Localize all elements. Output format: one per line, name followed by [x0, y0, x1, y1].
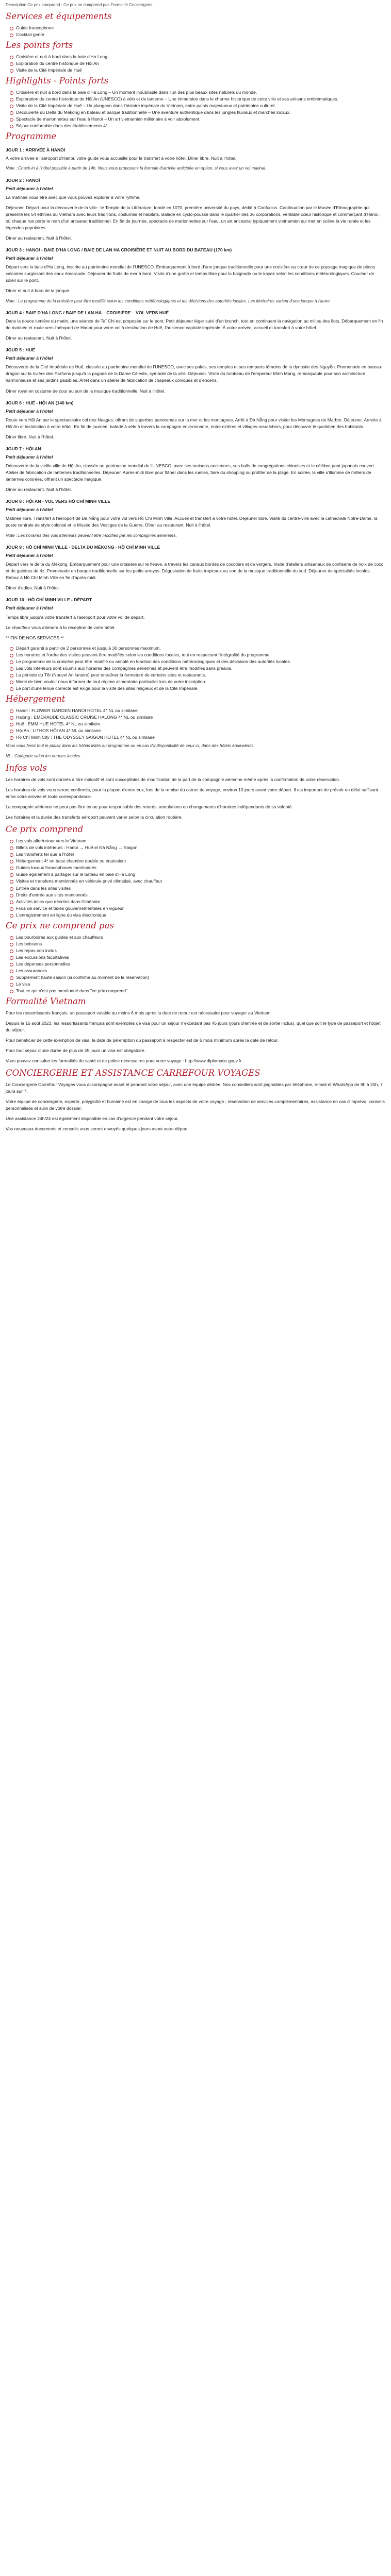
hebergement-title: Hébergement	[6, 694, 66, 704]
conciergerie-body	[6, 1081, 385, 1132]
programme-days	[6, 147, 385, 641]
services-title: Services et équipements	[6, 11, 112, 22]
day-meal: Petit déjeuner à l'hôtel	[6, 185, 53, 191]
list-item: La période du Têt (Nouvel An lunaire) peut entraîner la fermeture de certains sites et restaurants.	[10, 672, 385, 679]
day-paragraph: Dîner royal en costume de cour au son de la musique traditionnelle. Nuit à l'hôtel.	[6, 388, 166, 394]
list-item: Le visa	[10, 981, 385, 988]
list-item: Hội An : LITHOS HỘI AN 4* NL ou similaire	[10, 727, 385, 734]
programme-title: Programme	[6, 131, 57, 142]
day-paragraph: À votre arrivée à l'aéroport d'Hanoï, votre guide vous accueille pour le transfert à votre hôtel. Dîner libre. Nuit à l'hôtel.	[6, 156, 237, 161]
day-paragraph: Départ vers la baie d'Ha Long, inscrite au patrimoine mondial de l'UNESCO. Embarquement à bord d'une jonque traditionnelle pour une croisière au cœur de ce paysage magique de pitons calcaires surgissant des eaux émeraude. Déjeuner de fruits de mer à bord. Visite d'une grotte et temps libre pour la baignade ou le kayak selon les conditions météorologiques. Coucher de soleil sur le pont.	[6, 264, 376, 283]
day-block	[6, 347, 385, 394]
day-paragraph: Temps libre jusqu'à votre transfert à l'aéroport pour votre vol de départ.	[6, 614, 145, 620]
list-item: Visite de la Cité Impériale de Huế	[10, 67, 385, 74]
day-block	[6, 147, 385, 172]
non-inclus-section	[6, 921, 385, 994]
list-item: Billets de vols intérieurs : Hanoï → Huế et Đà Nẵng → Saigon	[10, 844, 385, 851]
day-paragraph: Départ vers le delta du Mékong. Embarquement pour une croisière sur le fleuve, à travers les canaux bordés de cocotiers et de vergers. Visite d'ateliers artisanaux de confiserie de noix de coco et de galettes de riz. Promenade en barque traditionnelle sur les petits arroyos. Dégustation de fruits tropicaux au son de la musique traditionnelle du sud. Déjeuner de spécialités locales. Retour à Hồ Chí Minh Ville en fin d'après-midi.	[6, 562, 384, 581]
day-title: JOUR 3 : HANOÏ - BAIE D'HA LONG / BAIE DE LAN HA CROISIÈRE ET NUIT AU BORD DU BATEAU (170 km)	[6, 247, 232, 253]
day-paragraph: Découverte de la vieille ville de Hội An, classée au patrimoine mondial de l'UNESCO, avec ses maisons anciennes, ses halls de congrégations chinoises et le célèbre pont japonais couvert. Atelier de fabrication de lanternes traditionnelles. Déjeuner. Après-midi libre pour flâner dans les ruelles, faire du shopping ou profiter de la plage. En soirée, la ville s'illumine de milliers de lanternes colorées, offrant un spectacle magique.	[6, 463, 376, 482]
day-paragraph: Dîner libre. Nuit à l'hôtel.	[6, 434, 54, 439]
list-item: Exploration du centre historique de Hội An (UNESCO) à vélo et de lanterne – Une immersion dans le charme historique de cette ville et ses artisans emblématiques.	[10, 96, 385, 103]
day-block	[6, 498, 385, 539]
list-item: Les excursions facultatives	[10, 954, 385, 961]
paragraph: Depuis le 15 août 2023, les ressortissants français sont exemptés de visa pour un séjour n'excédant pas 45 jours (jours d'entrée et de sortie inclus), quel que soit le type de passeport et l'objet du séjour.	[6, 1021, 381, 1033]
inclus-title: Ce prix comprend	[6, 824, 84, 835]
list-item: Le port d'une tenue correcte est exigé pour la visite des sites religieux et de la Cité Impériale.	[10, 685, 385, 692]
day-block	[6, 177, 385, 242]
day-block	[6, 544, 385, 591]
day-block	[6, 310, 385, 342]
day-meal: Petit déjeuner à l'hôtel	[6, 355, 53, 361]
paragraph: Pour tout séjour d'une durée de plus de 45 jours un visa est obligatoire.	[6, 1048, 146, 1054]
services-list	[6, 25, 385, 38]
list-item: Les vols aller/retour vers le Vietnam	[10, 838, 385, 844]
list-item: Guide également à partager sur le bateau en baie d'Ha Long	[10, 871, 385, 878]
page	[0, 0, 391, 1143]
day-title: JOUR 7 : HỘI AN	[6, 446, 41, 451]
list-item: Hồ Chí Minh City : THE ODYSSEY SAIGON HOTEL 4* NL ou similaire	[10, 734, 385, 741]
day-paragraph: Dîner au restaurant. Nuit à l'hôtel.	[6, 487, 72, 493]
day-paragraph: Dîner au restaurant. Nuit à l'hôtel.	[6, 235, 72, 241]
list-item: Hanoï : FLOWER GARDEN HANOI HOTEL 4* NL ou similaire	[10, 707, 385, 714]
day-paragraph: La matinée vous être avec que vous pouvez explorer à votre rythme.	[6, 194, 141, 200]
list-item: Hébergement 4* en base chambre double ou équivalent	[10, 858, 385, 865]
day-meal: Petit déjeuner à l'hôtel	[6, 454, 53, 460]
list-item: Départ garanti à partir de 2 personnes et jusqu'à 30 personnes maximum.	[10, 645, 385, 652]
paragraph: Les horaires et la durée des transferts aéroport peuvent varier selon la circulation routière.	[6, 815, 183, 820]
points-forts-section	[6, 40, 385, 74]
list-item: Supplément haute saison (si confirmé au moment de la réservation)	[10, 974, 385, 981]
day-paragraph: Matinée libre. Transfert à l'aéroport de Đà Nẵng pour votre vol vers Hồ Chí Minh Ville. Accueil et transfert à votre hôtel. Déjeuner libre. Visite du centre-ville avec la cathédrale Notre-Dame, la poste centrale de style colonial et le Musée des Vestiges de la Guerre. Dîner au restaurant. Nuit à l'hôtel.	[6, 516, 378, 528]
list-item: Visites et transferts mentionnés en véhicule privé climatisé, avec chauffeur	[10, 878, 385, 885]
list-item: Entrée dans les sites visités	[10, 885, 385, 892]
day-block	[6, 400, 385, 440]
day-block	[6, 446, 385, 493]
day-title: JOUR 6 : HUẾ - HỘI AN (140 km)	[6, 400, 74, 405]
hebergement-note: Vous vous ferez tout le plaisir dans les hôtels listés au programme ou en cas d'indisponibilité de ceux-ci, dans des hôtels équivalents.	[6, 743, 255, 749]
day-paragraph: Route vers Hội An par le spectaculaire col des Nuages, offrant de superbes panoramas sur la mer et les montagnes. Arrêt à Đà Nẵng pour visiter les Montagnes de Marbre. Déjeuner. Arrivée à Hội An et installation à votre hôtel. En fin de journée, balade à vélo à travers la campagne environnante, entre rizières et villages maraîchers, pour découvrir le quotidien des habitants.	[6, 417, 382, 429]
programme-section	[6, 131, 385, 641]
paragraph: Pour bénéficier de cette exemption de visa, la date de péremption du passeport à respecter est de 6 mois minimum après la date de retour.	[6, 1038, 279, 1043]
hebergement-note-2: NL : Catégorie selon les normes locales	[6, 753, 80, 758]
day-paragraph: Déjeuner. Départ pour la découverte de la ville : le Temple de la Littérature, fondé en 1070, première université du pays, dédié à Confucius. Continuation par le Musée d'Ethnographie qui présente les 54 ethnies du Vietnam avec leurs traditions, costumes et habitats. Balade en cyclo-pousse dans le quartier des 36 corporations, véritable cœur historique et commerçant d'Hanoï, où chaque rue porte le nom d'un artisanat traditionnel. En fin de journée, spectacle de marionnettes sur l'eau, un art ancestral typiquement vietnamien qui met en scène la vie rurale et les légendes populaires.	[6, 205, 380, 230]
highlights-section	[6, 76, 385, 129]
paragraph: Le Conciergerie Carrefour Voyages vous accompagne avant et pendant votre séjour, avec une équipe dédiée. Nos conseillers sont joignables par téléphone, e-mail et WhatsApp de 9h à 20h, 7 jours sur 7.	[6, 1082, 383, 1094]
day-note: Note : Les horaires des vols intérieurs peuvent être modifiés par les compagnies aériennes.	[6, 533, 177, 538]
day-block	[6, 247, 385, 304]
day-paragraph: Dîner au restaurant. Nuit à l'hôtel.	[6, 335, 72, 341]
formalite-title: Formalité Vietnam	[6, 996, 86, 1007]
paragraph: Votre équipe de conciergerie, experte, polyglotte et humaine est en charge de tous les aspects de votre voyage : réservation de services complémentaires, assistance en cas d'imprévu, conseils personnalisés et suivi de votre dossier.	[6, 1099, 385, 1111]
day-paragraph: ** FIN DE NOS SERVICES **	[6, 635, 64, 640]
paragraph: Une assistance 24h/24 est également disponible en cas d'urgence pendant votre séjour.	[6, 1116, 179, 1122]
non-inclus-title: Ce prix ne comprend pas	[6, 920, 114, 930]
list-item: Droits d'entrée aux sites mentionnés	[10, 892, 385, 899]
remarks-section	[6, 645, 385, 692]
list-item: Les transferts tel que à l'hôtel	[10, 851, 385, 858]
breadcrumb[interactable]: Description Ce prix comprend : Ce prix ne comprend pas Formalité Conciergerie	[6, 3, 153, 7]
list-item: Les vols intérieurs sont soumis aux horaires des compagnies aériennes et peuvent être modifiés sans préavis.	[10, 665, 385, 672]
list-item: Les horaires et l'ordre des visites peuvent être modifiés selon les conditions locales, tout en respectant l'intégralité du programme.	[10, 652, 385, 658]
day-meal: Petit déjeuner à l'hôtel	[6, 553, 53, 558]
formalite-body	[6, 1010, 385, 1064]
hotel-list	[6, 707, 385, 741]
list-item: Croisière et nuit à bord dans la baie d'Ha Long – Un moment inoubliable dans l'un des plus beaux sites naturels du monde.	[10, 89, 385, 96]
paragraph: Les horaires de vols sont donnés à titre indicatif et sont susceptibles de modification de la part de la compagnie aérienne même après la confirmation de votre réservation.	[6, 776, 340, 782]
conciergerie-section	[6, 1068, 385, 1132]
list-item: Exploration du centre historique de Hội An	[10, 60, 385, 67]
infos-vols-section	[6, 763, 385, 821]
list-item: Les pourboires aux guides et aux chauffeurs	[10, 934, 385, 941]
list-item: Les repas non inclus	[10, 947, 385, 954]
list-item: Guide francophone	[10, 25, 385, 31]
highlights-title: Highlights - Points forts	[6, 76, 109, 86]
day-meal: Petit déjeuner à l'hôtel	[6, 507, 53, 513]
day-title: JOUR 8 : HỘI AN - VOL VERS HỒ CHÍ MINH VILLE	[6, 499, 110, 504]
day-paragraph: Découverte de la Cité Impériale de Huế, classée au patrimoine mondial de l'UNESCO, avec ses palais, ses temples et ses remparts témoins de la dynastie des Nguyễn. Promenade en bateau-dragon sur la rivière des Parfums jusqu'à la pagode de la Dame Céleste, symbole de la ville. Déjeuner. Visite du tombeau de l'empereur Minh Mạng, remarquable pour son architecture harmonieuse et ses jardins paisibles. Arrêt dans un atelier de fabrication de chapeaux coniques et d'encens.	[6, 364, 383, 383]
list-item: Halong : EMERAUDE CLASSIC CRUISE HALONG 4* NL ou similaire	[10, 714, 385, 721]
list-item: Les assurances	[10, 968, 385, 974]
day-note: Note : Check-in à l'hôtel possible à partir de 14h. Nous vous proposons la formule d'arrivée anticipée en option, si vous avez un vol matinal.	[6, 166, 267, 171]
day-meal: Petit déjeuner à l'hôtel	[6, 256, 53, 261]
day-title: JOUR 4 : BAIE D'HA LONG / BAIE DE LAN HA – CROISIÈRE – VOL VERS HUẾ	[6, 310, 169, 315]
list-item: Séjour confortable dans des établissements 4*	[10, 123, 385, 129]
paragraph: Vous pouvez consulter les formalités de santé et de police nécessaires pour votre voyage : http://www.diplomatie.gouv.fr	[6, 1058, 241, 1064]
inclus-section	[6, 824, 385, 919]
infos-vols-body	[6, 776, 385, 821]
day-title: JOUR 2 : HANOÏ	[6, 177, 40, 183]
list-item: Huế : EMM HUE HOTEL 4* NL ou similaire	[10, 721, 385, 727]
list-item: Activités telles que décrites dans l'itinéraire	[10, 899, 385, 905]
list-item: Visite de la Cité Impériale de Huế – Un plongeon dans l'histoire impériale du Vietnam, entre palais majestueux et patrimoine culturel.	[10, 103, 385, 109]
list-item: Merci de bien vouloir nous informer de tout régime alimentaire particulier lors de votre inscription.	[10, 679, 385, 685]
day-title: JOUR 9 : HỒ CHÍ MINH VILLE - DELTA DU MÉKONG - HỒ CHÍ MINH VILLE	[6, 545, 160, 550]
list-item: Croisière et nuit à bord dans la baie d'Ha Long	[10, 54, 385, 60]
non-inclus-list	[6, 934, 385, 995]
day-title: JOUR 10 : HỒ CHÍ MINH VILLE - DÉPART	[6, 597, 92, 603]
list-item: Spectacle de marionnettes sur l'eau à Hanoï – Un art vietnamien millénaire à voir absolument.	[10, 116, 385, 123]
day-paragraph: Dîner et nuit à bord de la jonque.	[6, 288, 71, 294]
paragraph: La compagnie aérienne ne peut pas être tenue pour responsable des retards, annulations ou changements d'horaires indépendants de sa volonté.	[6, 804, 293, 810]
day-title: JOUR 5 : HUẾ	[6, 347, 35, 353]
day-title: JOUR 1 : ARRIVÉE À HANOÏ	[6, 147, 66, 153]
day-paragraph: Dans la douce lumière du matin, une séance de Taï Chi est proposée sur le pont. Petit déjeuner léger suivi d'un brunch, tout en continuant la navigation au milieu des îlots. Débarquement en fin de matinée et route vers l'aéroport de Hanoï pour votre vol à destination de Huế, l'ancienne capitale impériale. À votre arrivée, accueil et transfert à votre hôtel.	[6, 318, 383, 331]
day-meal: Petit déjeuner à l'hôtel	[6, 408, 53, 414]
highlights-list	[6, 89, 385, 129]
day-paragraph: Le chauffeur vous attendra à la réception de votre hôtel.	[6, 624, 116, 630]
day-block	[6, 597, 385, 641]
infos-vols-title: Infos vols	[6, 763, 47, 773]
conciergerie-title: CONCIERGERIE ET ASSISTANCE CARREFOUR VOYAGES	[6, 1068, 260, 1078]
formalite-section	[6, 996, 385, 1064]
list-item: Cocktail genre	[10, 31, 385, 38]
services-section	[6, 11, 385, 38]
hebergement-section	[6, 694, 385, 759]
inclus-list	[6, 838, 385, 919]
list-item: Découverte du Delta du Mékong en bateau et barque traditionnelle – Une aventure authentique dans les jungles fluviaux et marchés locaux.	[10, 109, 385, 116]
day-paragraph: Dîner d'adieu. Nuit à l'hôtel.	[6, 585, 60, 591]
paragraph: Pour les ressortissants français, un passeport valable au moins 6 mois après la date de retour est nécessaire pour voyager au Vietnam.	[6, 1010, 272, 1015]
list-item: Les dépenses personnelles	[10, 961, 385, 968]
list-item: Le programme de la croisière peut être modifié ou annulé en fonction des conditions météorologiques et des décisions des autorités locales.	[10, 658, 385, 665]
list-item: Frais de service et taxes gouvernementales en vigueur	[10, 905, 385, 912]
list-item: L'enregistrement en ligne du visa électronique	[10, 912, 385, 919]
points-forts-list	[6, 54, 385, 74]
list-item: Tout ce qui n'est pas mentionné dans "ce prix comprend"	[10, 988, 385, 994]
day-note: Note : Le programme de la croisière peut être modifié selon les conditions météorologiques et les décisions des autorités locales. Les itinéraires varient d'une jonque à l'autre.	[6, 298, 331, 303]
remarks-list	[6, 645, 385, 692]
paragraph: Vos nouveaux documents et conseils vous seront envoyés quelques jours avant votre départ.	[6, 1126, 189, 1132]
list-item: Les boissons	[10, 941, 385, 947]
paragraph: Les horaires de vols vous seront confirmés, pour la plupart d'entre eux, lors de la remise du carnet de voyage, environ 10 jours avant votre départ. Il est important de prévoir un délai suffisant entre votre arrivée et toute correspondance.	[6, 787, 378, 800]
points-forts-title: Les points forts	[6, 40, 73, 50]
list-item: Guides locaux francophones mentionnés	[10, 865, 385, 871]
day-meal: Petit déjeuner à l'hôtel	[6, 605, 53, 611]
